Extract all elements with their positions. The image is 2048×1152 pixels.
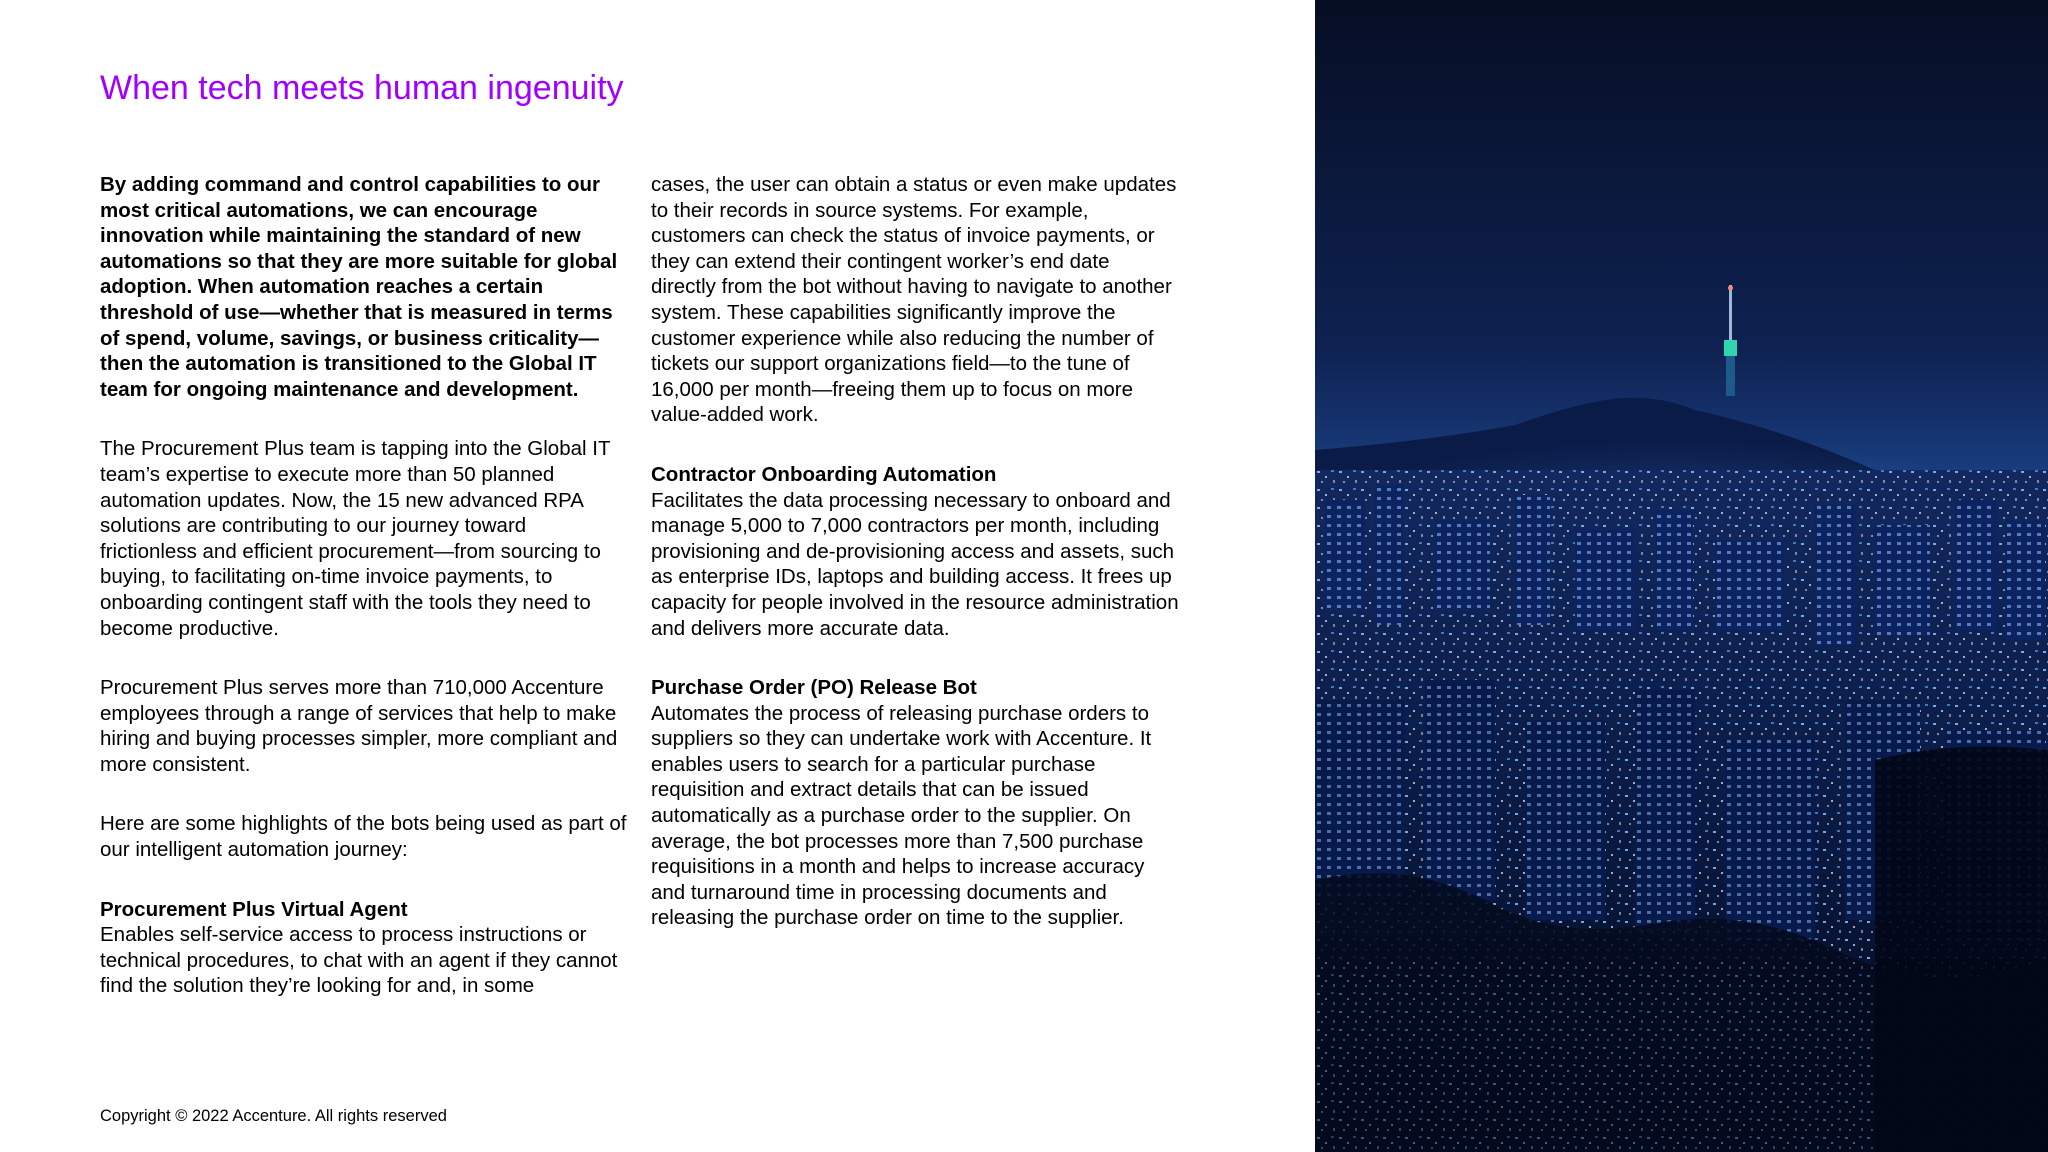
page-title: When tech meets human ingenuity [100, 69, 624, 107]
contractor-body: Facilitates the data processing necessary to onboard and manage 5,000 to 7,000 contractors per month, including provisioning and de-provisioning access and assets, such as enterprise IDs, laptops and building access. It frees up capacity for people involved in the resource administration and delivers more accurate data. [651, 488, 1179, 640]
contractor-heading: Contractor Onboarding Automation [651, 462, 997, 486]
virtual-agent-continuation: cases, the user can obtain a status or even make updates to their records in source systems. For example, customers can check the status of invoice payments, or they can extend their contingent worker’s end date directly from the bot without having to navigate to another system. These capabilities significantly improve the customer experience while also reducing the number of tickets our support organizations field—to the tune of 16,000 per month—freeing them up to focus on more value-added work. [651, 173, 1177, 427]
virtual-agent-heading: Procurement Plus Virtual Agent [100, 897, 408, 921]
body-paragraph-services: Procurement Plus serves more than 710,000 Accenture employees through a range of services that help to make hiring and buying processes simpler, more compliant and more consistent. [100, 676, 618, 776]
city-skyline-illustration [1315, 0, 2048, 1152]
po-bot-heading: Purchase Order (PO) Release Bot [651, 676, 977, 700]
section-virtual-agent [100, 897, 628, 999]
copyright-notice: Copyright © 2022 Accenture. All rights reserved [100, 1107, 447, 1125]
city-night-photo [1315, 0, 2048, 1152]
lead-paragraph: By adding command and control capabilities to our most critical automations, we can encourage innovation while maintaining the standard of new automations so that they are more suitable for global adoption. When automation reaches a certain threshold of use—whether that is measured in terms of spend, volume, savings, or business criticality—then the automation is transitioned to the Global IT team for ongoing maintenance and development. [100, 173, 618, 401]
left-column [100, 172, 628, 1033]
section-po-release-bot [651, 675, 1179, 931]
body-paragraph-highlights: Here are some highlights of the bots being used as part of our intelligent automation journey: [100, 812, 627, 862]
virtual-agent-body: Enables self-service access to process instructions or technical procedures, to chat with an agent if they cannot find the solution they’re looking for and, in some [100, 923, 618, 998]
body-paragraph-team: The Procurement Plus team is tapping into the Global IT team’s expertise to execute more than 50 planned automation updates. Now, the 15 new advanced RPA solutions are contributing to our journey toward frictionless and efficient procurement—from sourcing to buying, to facilitating on-time invoice payments, to onboarding contingent staff with the tools they need to become productive. [100, 437, 611, 640]
po-bot-body: Automates the process of releasing purchase orders to suppliers so they can undertake work with Accenture. It enables users to search for a particular purchase requisition and extract details that can be issued automatically as a purchase order to the supplier. On average, the bot processes more than 7,500 purchase requisitions in a month and helps to increase accuracy and turnaround time in processing documents and releasing the purchase order on time to the supplier. [651, 701, 1152, 930]
section-contractor-onboarding [651, 462, 1179, 641]
right-column [651, 172, 1179, 965]
